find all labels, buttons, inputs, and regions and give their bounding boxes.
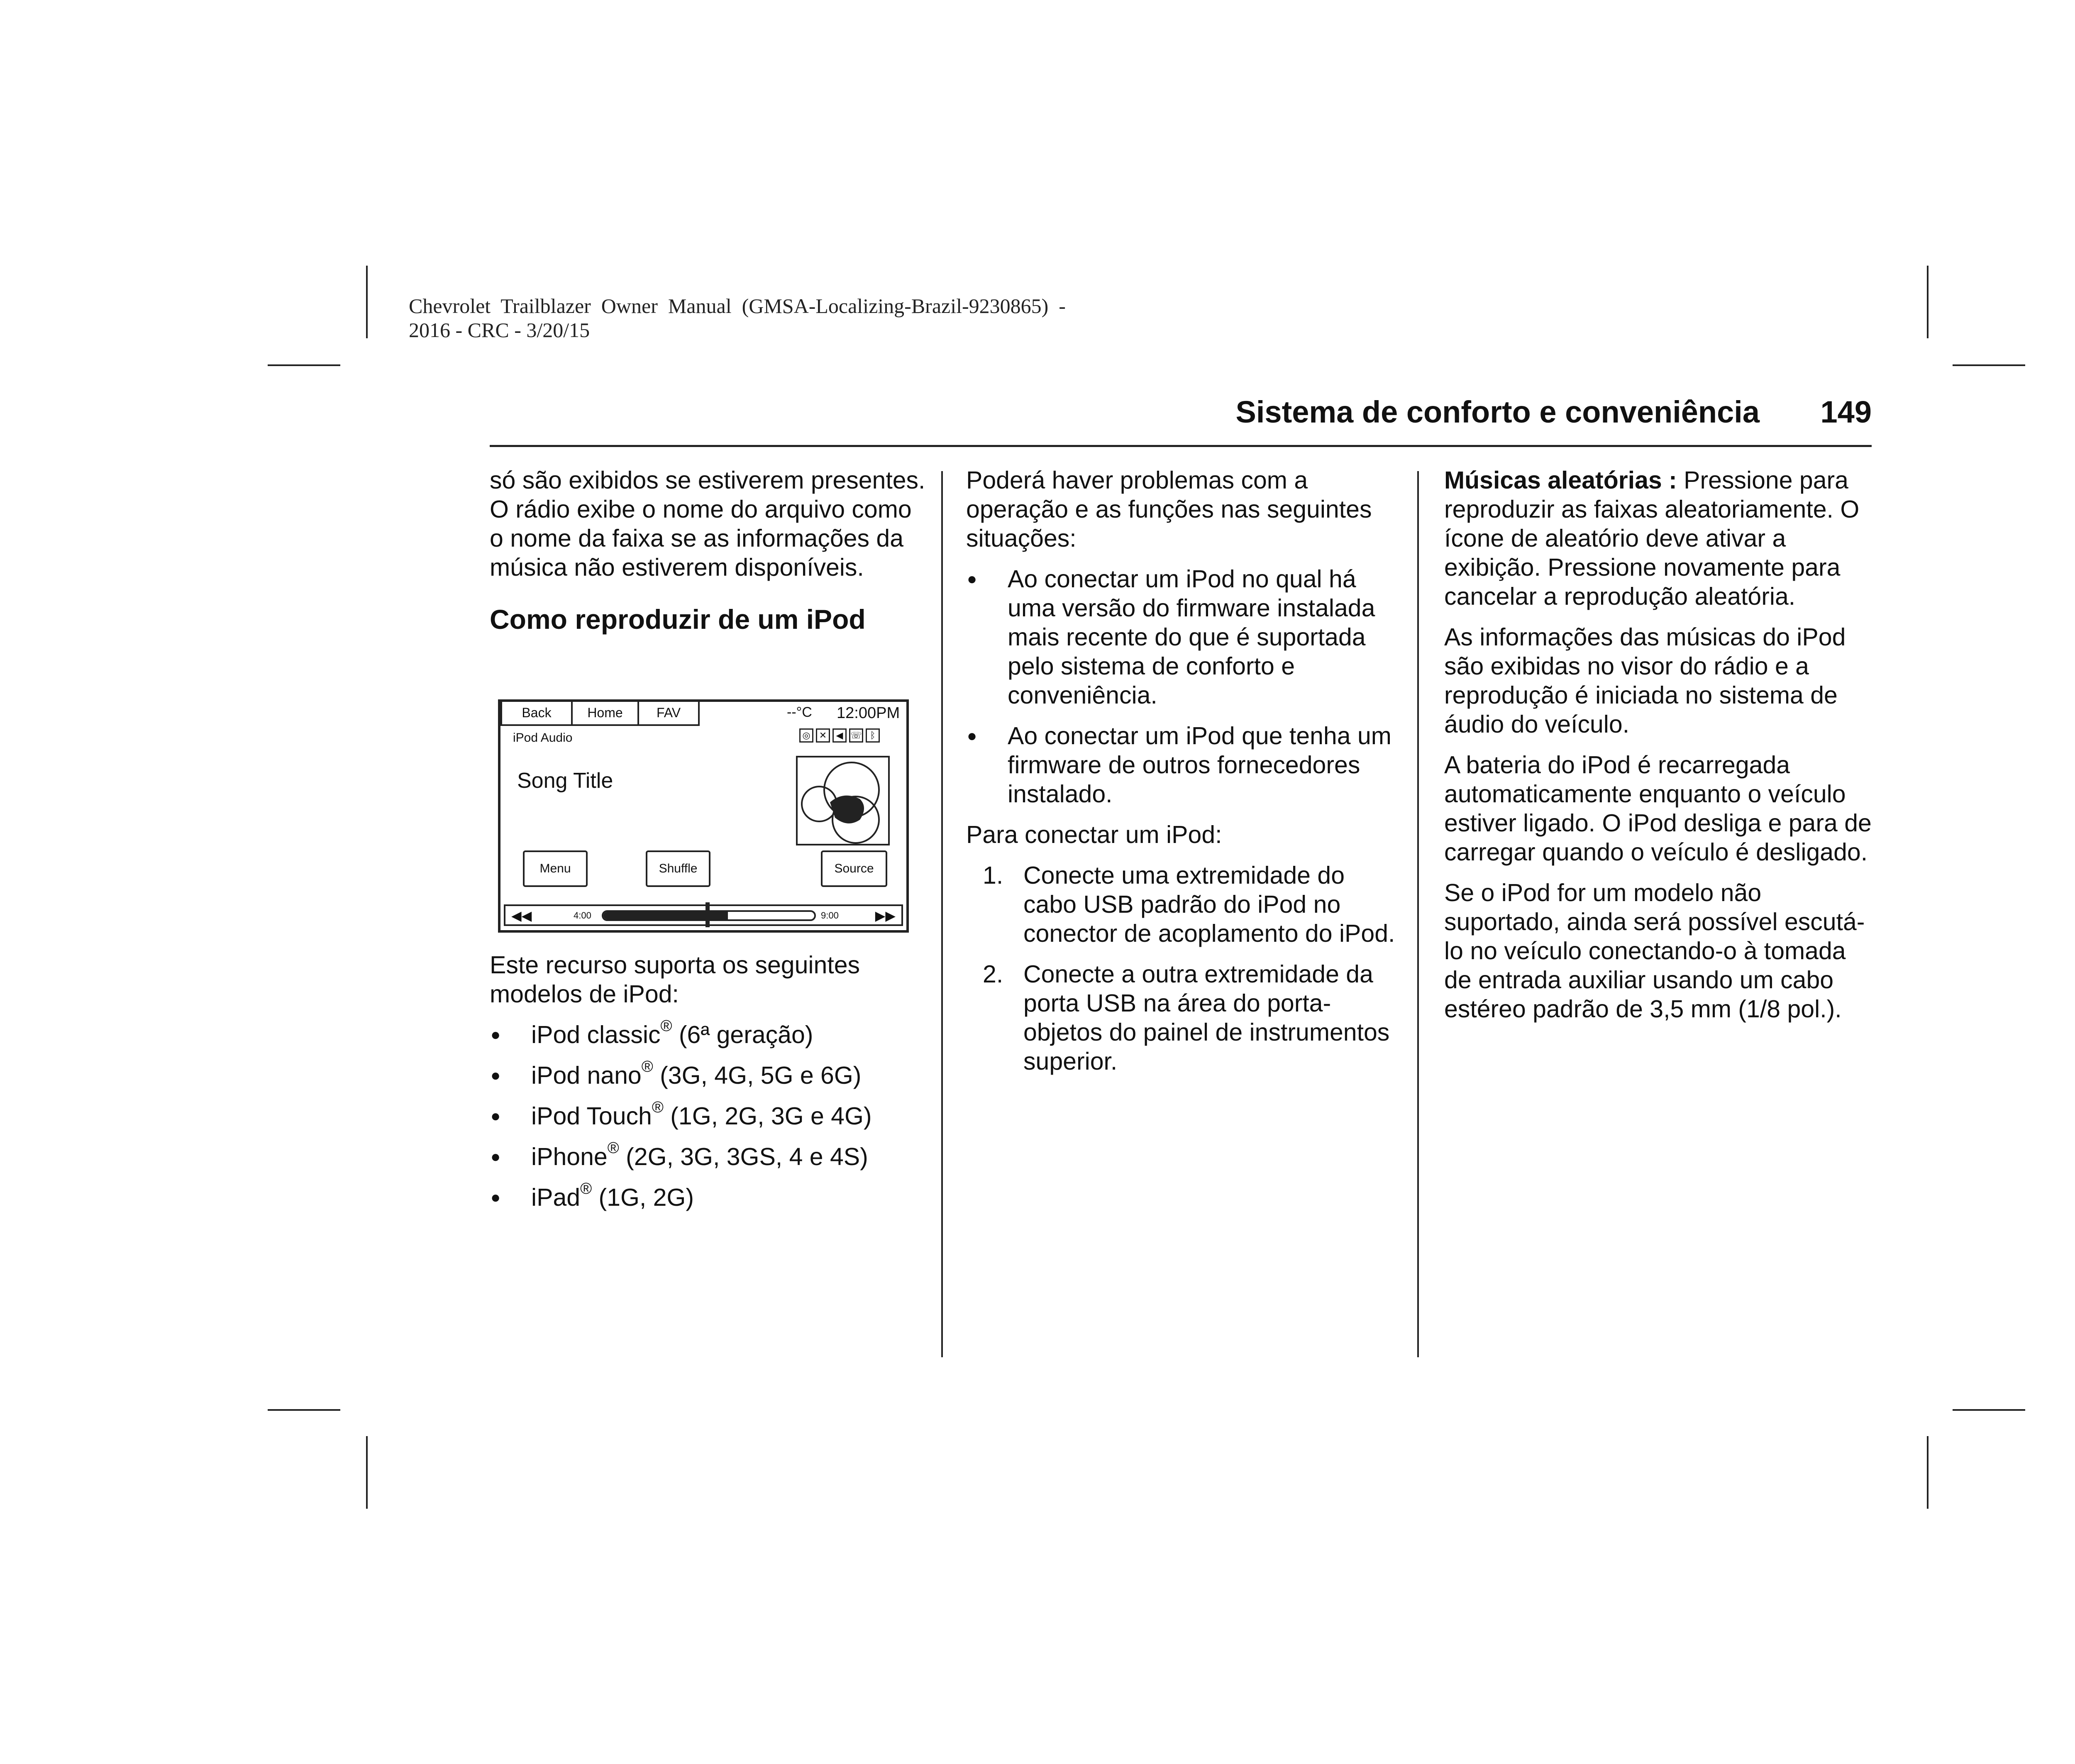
- model-detail: (1G, 2G): [592, 1184, 694, 1211]
- list-item: [966, 960, 1398, 1076]
- crop-mark: [1953, 364, 2025, 366]
- step-text: Conecte a outra extremidade da porta USB na área do porta-objetos do painel de instrumentos superior.: [1023, 960, 1390, 1075]
- paragraph: Para conectar um iPod:: [966, 821, 1222, 848]
- elapsed-time: 4:00: [574, 910, 591, 921]
- paragraph: Se o iPod for um modelo não suportado, ainda será possível escutá-lo no veículo conectando-o à tomada de entrada auxiliar usando um cabo estéreo padrão de 3,5 mm (1/8 pol.).: [1444, 879, 1865, 1023]
- paragraph: As informações das músicas do iPod são exibidas no visor do rádio e a reprodução é iniciada no sistema de áudio do veículo.: [1444, 623, 1846, 738]
- registered-mark: ®: [641, 1058, 653, 1076]
- model-detail: (3G, 4G, 5G e 6G): [653, 1062, 862, 1089]
- temperature-readout: --°C: [787, 704, 812, 720]
- crop-mark: [1927, 266, 1929, 338]
- running-head: [490, 394, 1872, 429]
- model-detail: (2G, 3G, 3GS, 4 e 4S): [619, 1143, 868, 1170]
- crop-mark: [1953, 1409, 2025, 1411]
- transport-bar: [504, 904, 903, 926]
- registered-mark: ®: [660, 1017, 672, 1035]
- shuffle-text: Pressione para reproduzir as faixas aleatoriamente. O ícone de aleatório deve ativar a exibição. Pressione novamente para cancelar a reprodução aleatória.: [1444, 467, 1860, 610]
- print-metadata: [409, 294, 1066, 342]
- tab-back[interactable]: Back: [500, 702, 573, 726]
- model-name: iPod Touch: [531, 1102, 652, 1130]
- shuffle-label: Músicas aleatórias :: [1444, 467, 1677, 494]
- column-2: [966, 466, 1398, 1087]
- ipod-screen-figure: [498, 699, 909, 933]
- scan-icon: ◎: [799, 728, 813, 743]
- step-number: 1.: [983, 862, 1003, 889]
- registered-mark: ®: [652, 1099, 664, 1117]
- paragraph: Este recurso suporta os seguintes modelos de iPod:: [490, 951, 860, 1008]
- step-number: 2.: [983, 960, 1003, 988]
- tab-fav[interactable]: FAV: [637, 702, 700, 726]
- mute-icon: ◀: [832, 728, 847, 743]
- crop-mark: [1927, 1436, 1929, 1509]
- crop-mark: [366, 266, 368, 338]
- phone-icon: ☏: [849, 728, 863, 743]
- column-3: [1444, 466, 1876, 1035]
- progress-knob[interactable]: [706, 902, 710, 927]
- model-detail: (6ª geração): [672, 1021, 813, 1048]
- song-title: Song Title: [517, 769, 613, 793]
- model-detail: (1G, 2G, 3G e 4G): [663, 1102, 872, 1130]
- list-item: [490, 1099, 930, 1131]
- registered-mark: ®: [607, 1139, 619, 1157]
- shuffle-icon: ✕: [816, 728, 830, 743]
- fast-forward-icon[interactable]: ▶▶: [875, 908, 896, 923]
- steps-list: [966, 861, 1398, 1076]
- column-divider: [941, 471, 943, 1357]
- clock-readout: 12:00PM: [837, 704, 900, 722]
- album-art: [796, 756, 890, 845]
- column-divider: [1417, 471, 1419, 1357]
- crop-mark: [268, 1409, 340, 1411]
- paragraph: [1444, 466, 1876, 611]
- list-item: [490, 1058, 930, 1090]
- source-label: iPod Audio: [513, 731, 573, 745]
- list-item: [490, 1017, 930, 1049]
- bluetooth-icon: ᛒ: [866, 728, 880, 743]
- menu-button[interactable]: Menu: [523, 850, 588, 887]
- section-heading: Como reproduzir de um iPod: [490, 604, 866, 635]
- header-rule: [490, 445, 1872, 447]
- album-art-icon: [798, 757, 888, 844]
- crop-mark: [366, 1436, 368, 1509]
- model-name: iPhone: [531, 1143, 608, 1170]
- list-item: [966, 861, 1398, 948]
- model-list: [490, 1017, 930, 1212]
- total-time: 9:00: [821, 910, 839, 921]
- status-icons: [799, 728, 880, 743]
- list-item: [490, 1180, 930, 1212]
- paragraph: só são exibidos se estiverem presentes. O rádio exibe o nome do arquivo como o nome da faixa se as informações da música não estiverem disponíveis.: [490, 467, 925, 581]
- list-item: ● Ao conectar um iPod no qual há uma versão do firmware instalada mais recente do que é suportada pelo sistema de conforto e conveniência.: [966, 564, 1398, 710]
- paragraph: Poderá haver problemas com a operação e as funções nas seguintes situações:: [966, 467, 1372, 552]
- list-item: ● Ao conectar um iPod que tenha um firmware de outros fornecedores instalado.: [966, 721, 1398, 809]
- shuffle-button[interactable]: Shuffle: [646, 850, 710, 887]
- crop-mark: [268, 364, 340, 366]
- print-metadata-line1: Chevrolet Trailblazer Owner Manual (GMSA-Localizing-Brazil-9230865) -: [409, 294, 1066, 318]
- issue-list: [966, 564, 1398, 809]
- tab-home[interactable]: Home: [571, 702, 639, 726]
- source-button[interactable]: Source: [821, 850, 887, 887]
- column-1: [490, 466, 925, 636]
- paragraph: A bateria do iPod é recarregada automaticamente enquanto o veículo estiver ligado. O iPod desliga e para de carregar quando o veículo é desligado.: [1444, 751, 1872, 866]
- model-name: iPad: [531, 1184, 581, 1211]
- print-metadata-line2: 2016 - CRC - 3/20/15: [409, 318, 590, 342]
- step-text: Conecte uma extremidade do cabo USB padrão do iPod no conector de acoplamento do iPod.: [1023, 862, 1395, 947]
- column-1-continued: [490, 950, 930, 1224]
- section-title: Sistema de conforto e conveniência: [1235, 395, 1760, 429]
- rewind-icon[interactable]: ◀◀: [511, 908, 532, 923]
- page-number: 149: [1820, 395, 1872, 429]
- registered-mark: ®: [580, 1180, 592, 1198]
- model-name: iPod nano: [531, 1062, 642, 1089]
- list-item: [490, 1139, 930, 1171]
- model-name: iPod classic: [531, 1021, 661, 1048]
